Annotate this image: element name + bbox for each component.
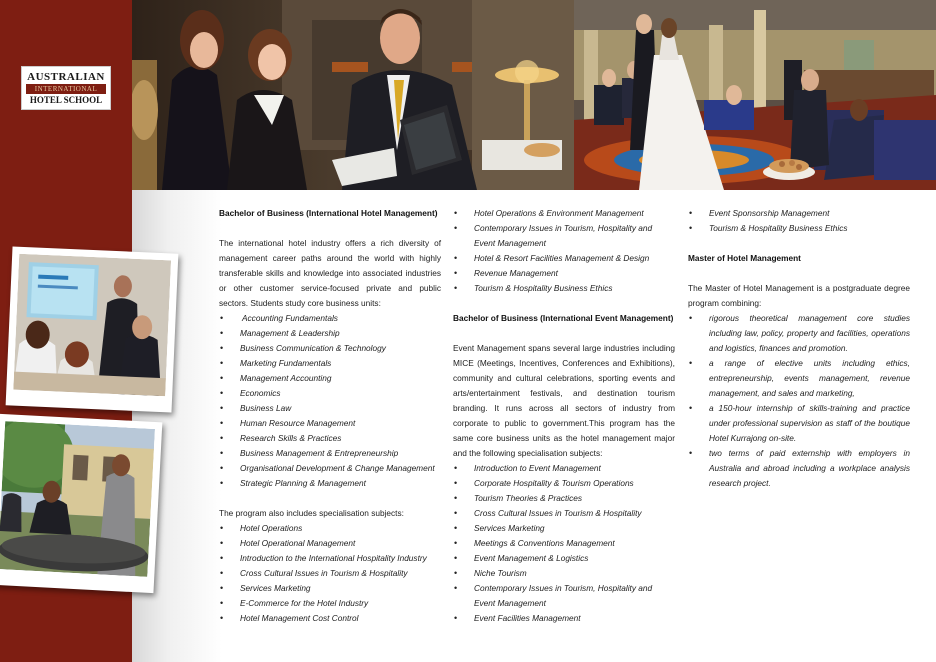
column-hotel-management xyxy=(219,206,441,626)
core-unit-item: • Management Accounting xyxy=(219,371,441,386)
photo-hotel-lobby xyxy=(574,0,936,190)
hotel-specialisation-list xyxy=(219,521,441,626)
event-unit-item: • Meetings & Conventions Management xyxy=(453,536,675,551)
event-unit-item: • Services Marketing xyxy=(453,521,675,536)
logo-line-1: AUSTRALIAN xyxy=(27,71,105,83)
specialisation-item: • Hotel Operational Management xyxy=(219,536,441,551)
core-unit-item: • Research Skills & Practices xyxy=(219,431,441,446)
event-unit-item: • Contemporary Issues in Tourism, Hospitality and Event Management xyxy=(453,581,675,611)
specialisation-item: • E-Commerce for the Hotel Industry xyxy=(219,596,441,611)
heading-event-management: Bachelor of Business (International Event Management) xyxy=(453,313,674,323)
core-unit-item: • Business Law xyxy=(219,401,441,416)
school-logo xyxy=(21,66,111,110)
heading-hotel-management: Bachelor of Business (International Hotel Management) xyxy=(219,208,438,218)
heading-master-hotel-management: Master of Hotel Management xyxy=(688,253,801,263)
specialisation-item: • Introduction to the International Hospitality Industry xyxy=(219,551,441,566)
core-unit-item: • Marketing Fundamentals xyxy=(219,356,441,371)
master-intro: The Master of Hotel Management is a postgraduate degree program combining: xyxy=(688,283,910,308)
polaroid-classroom xyxy=(6,246,179,412)
master-point-item: • a range of elective units including ethics, entrepreneurship, events management, revenue management, and sales and marketing, xyxy=(688,356,910,401)
event-unit-item: • Introduction to Event Management xyxy=(453,461,675,476)
core-unit-item: • Human Resource Management xyxy=(219,416,441,431)
event-unit-item: • Tourism & Hospitality Business Ethics xyxy=(688,221,910,236)
event-unit-item: • Event Sponsorship Management xyxy=(688,206,910,221)
column-event-management xyxy=(453,206,675,626)
logo-line-2: INTERNATIONAL xyxy=(26,84,106,94)
logo-line-3: HOTEL SCHOOL xyxy=(29,95,103,105)
specialisation-item: • Contemporary Issues in Tourism, Hospitality and Event Management xyxy=(453,221,675,251)
hotel-management-intro: The international hotel industry offers a rich diversity of management career paths around the world with highly transferable skills and knowledge into associated industries or other customer service-focused private and public sectors. Students study core business units: xyxy=(219,238,441,308)
specialisation-item: • Hotel Operations xyxy=(219,521,441,536)
photo-classroom-image xyxy=(13,254,171,397)
core-unit-item: • Accounting Fundamentals xyxy=(219,311,441,326)
event-unit-item: • Niche Tourism xyxy=(453,566,675,581)
master-point-item: • two terms of paid externship with employers in Australia and abroad including a workplace analysis research project. xyxy=(688,446,910,491)
specialisation-intro: The program also includes specialisation subjects: xyxy=(219,508,404,518)
photo-staff-clipboard xyxy=(132,0,574,190)
hotel-specialisation-list-continued xyxy=(453,206,675,296)
photo-hotel-lobby-image xyxy=(574,0,936,190)
specialisation-item: • Revenue Management xyxy=(453,266,675,281)
event-management-intro: Event Management spans several large industries including MICE (Meetings, Incentives, Conferences and Exhibitions), community and cultural celebrations, sporting events and arts/entertainment festivals, and destination tourism branding. It runs across all sectors of industry from corporate to public to government.This program has the same core business units as the hotel management major and the following specialisation subjects: xyxy=(453,343,675,458)
event-unit-item: • Event Facilities Management xyxy=(453,611,675,626)
core-unit-item: • Management & Leadership xyxy=(219,326,441,341)
specialisation-item: • Hotel Management Cost Control xyxy=(219,611,441,626)
core-units-list xyxy=(219,311,441,491)
event-unit-item: • Cross Cultural Issues in Tourism & Hospitality xyxy=(453,506,675,521)
event-specialisation-list-continued xyxy=(688,206,910,236)
master-points-list xyxy=(688,311,910,491)
event-specialisation-list xyxy=(453,461,675,626)
photo-staff-clipboard-image xyxy=(132,0,574,190)
core-unit-item: • Strategic Planning & Management xyxy=(219,476,441,491)
specialisation-item: • Services Marketing xyxy=(219,581,441,596)
master-point-item: • rigorous theoretical management core studies including law, policy, property and facilities, operations and logistics, finances and promotion. xyxy=(688,311,910,356)
core-unit-item: • Business Communication & Technology xyxy=(219,341,441,356)
specialisation-item: • Cross Cultural Issues in Tourism & Hospitality xyxy=(219,566,441,581)
master-point-item: • a 150-hour internship of skills-training and practice under professional supervision as staff of the boutique Hotel Kurrajong on-site. xyxy=(688,401,910,446)
core-unit-item: • Business Management & Entrepreneurship xyxy=(219,446,441,461)
event-unit-item: • Corporate Hospitality & Tourism Operations xyxy=(453,476,675,491)
core-unit-item: • Economics xyxy=(219,386,441,401)
specialisation-item: • Hotel Operations & Environment Management xyxy=(453,206,675,221)
column-master-hotel-management xyxy=(688,206,910,491)
polaroid-outdoor-group xyxy=(0,414,162,593)
core-unit-item: • Organisational Development & Change Management xyxy=(219,461,441,476)
specialisation-item: • Hotel & Resort Facilities Management & Design xyxy=(453,251,675,266)
event-unit-item: • Tourism Theories & Practices xyxy=(453,491,675,506)
event-unit-item: • Event Management & Logistics xyxy=(453,551,675,566)
photo-outdoor-group-image xyxy=(0,421,155,577)
specialisation-item: • Tourism & Hospitality Business Ethics xyxy=(453,281,675,296)
